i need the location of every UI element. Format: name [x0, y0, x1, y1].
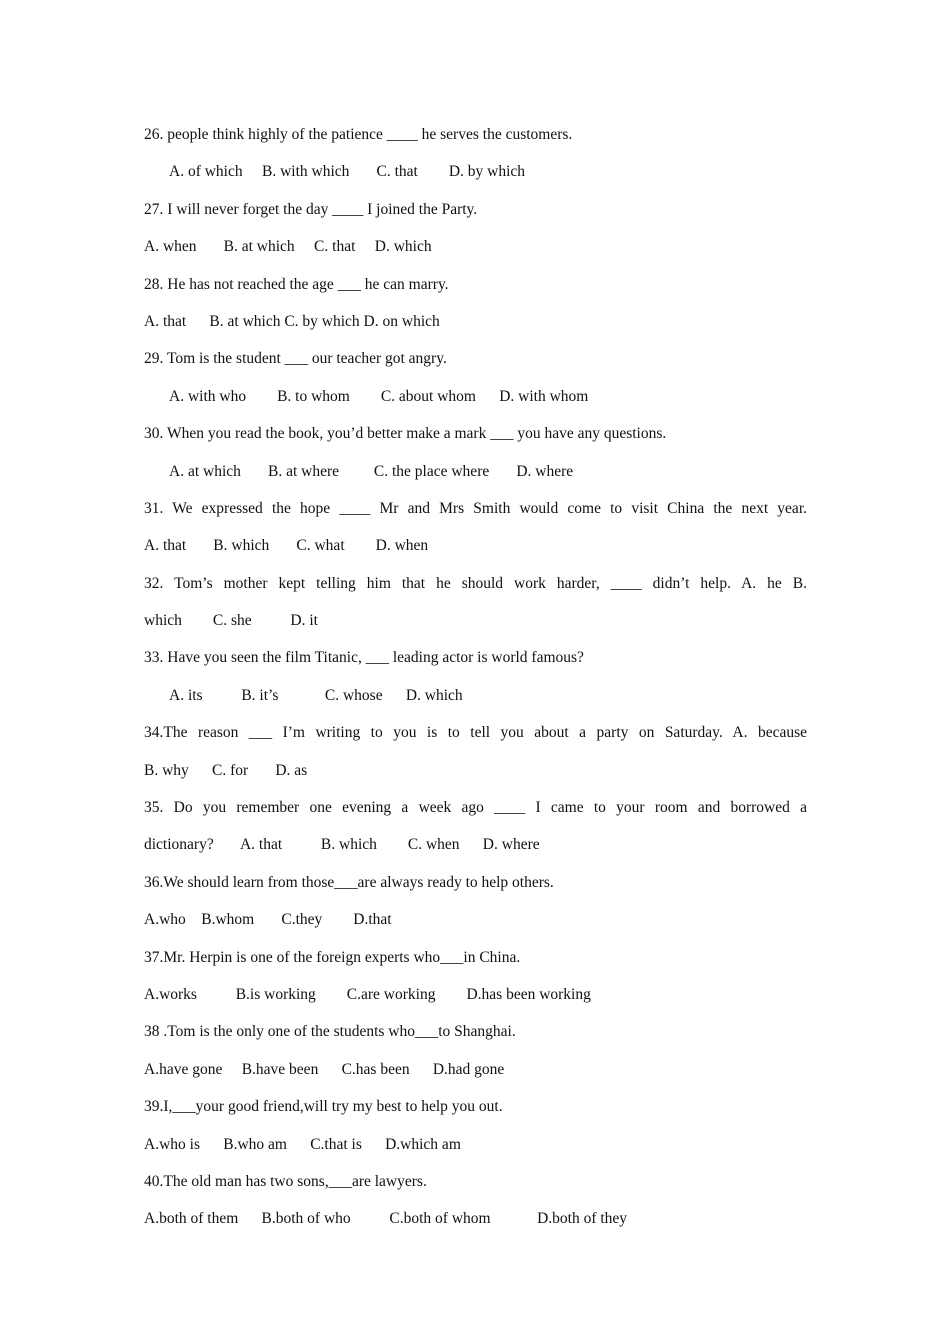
question-40: 40.The old man has two sons,___are lawyers.: [144, 1172, 427, 1190]
question-26: 26. people think highly of the patience ____ he serves the customers.: [144, 126, 573, 143]
options-28: A. that B. at which C. by which D. on which: [144, 312, 440, 330]
question-28: 28. He has not reached the age ___ he can marry.: [144, 275, 449, 293]
question-35: 35. Do you remember one evening a week ago ____ I came to your room and borrowed a: [144, 799, 807, 817]
question-37: 37.Mr. Herpin is one of the foreign experts who___in China.: [144, 948, 521, 966]
options-39: A.who is B.who am C.that is D.which am: [144, 1135, 461, 1153]
question-30: 30. When you read the book, you’d better make a mark ___ you have any questions.: [144, 425, 667, 443]
options-29: A. with who B. to whom C. about whom D. with whom: [169, 387, 589, 405]
options-38: A.have gone B.have been C.has been D.had gone: [144, 1060, 505, 1078]
options-31: A. that B. which C. what D. when: [144, 537, 429, 555]
question-31: 31. We expressed the hope ____ Mr and Mrs Smith would come to visit China the next year.: [144, 499, 807, 517]
question-29: 29. Tom is the student ___ our teacher got angry.: [144, 350, 447, 368]
options-37: A.works B.is working C.are working D.has been working: [144, 985, 591, 1003]
options-36: A.who B.whom C.they D.that: [144, 911, 392, 929]
question-27: 27. I will never forget the day ____ I joined the Party.: [144, 200, 478, 218]
options-32: which C. she D. it: [144, 612, 318, 630]
question-33: 33. Have you seen the film Titanic, ___ leading actor is world famous?: [144, 649, 584, 667]
options-27: A. when B. at which C. that D. which: [144, 238, 432, 256]
options-35: dictionary? A. that B. which C. when D. where: [144, 836, 540, 854]
options-34: B. why C. for D. as: [144, 761, 308, 779]
question-list: [144, 116, 807, 1238]
options-40: A.both of them B.both of who C.both of whom D.both of they: [144, 1210, 628, 1228]
question-32: 32. Tom’s mother kept telling him that he should work harder, ____ didn’t help. A. he B.: [144, 574, 807, 592]
question-36: 36.We should learn from those___are always ready to help others.: [144, 873, 554, 891]
options-33: A. its B. it’s C. whose D. which: [169, 686, 463, 704]
question-39: 39.I,___your good friend,will try my best to help you out.: [144, 1098, 503, 1116]
options-30: A. at which B. at where C. the place where D. where: [169, 462, 574, 480]
options-26: A. of which B. with which C. that D. by which: [169, 163, 526, 181]
question-38: 38 .Tom is the only one of the students who___to Shanghai.: [144, 1023, 516, 1041]
question-34: 34.The reason ___ I’m writing to you is to tell you about a party on Saturday. A. because: [144, 724, 807, 742]
